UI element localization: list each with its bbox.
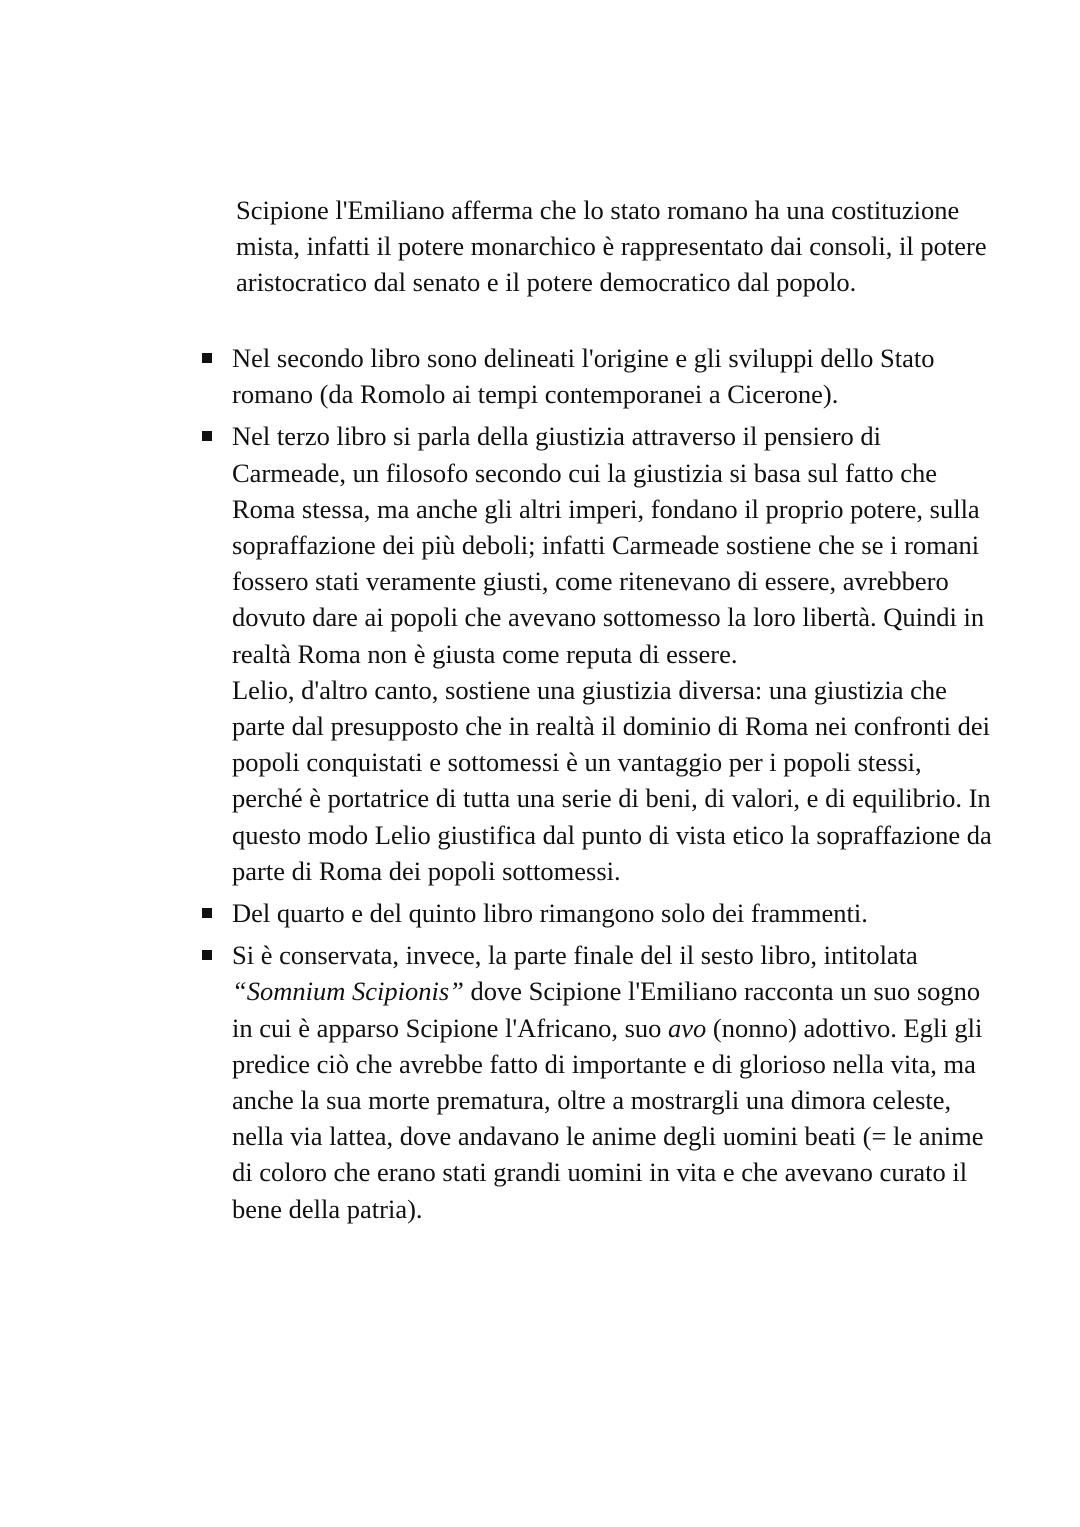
somnium-title: “Somnium Scipionis” — [232, 976, 464, 1007]
bullet-text: Nel secondo libro sono delineati l'origine e gli sviluppi dello Stato romano (da Romolo ai tempi contemporanei a Cicerone). — [232, 343, 935, 410]
bullet-text: Nel terzo libro si parla della giustizia attraverso il pensiero di Carmeade, un filosofo secondo cui la giustizia si basa sul fatto che Roma stessa, ma anche gli altri imperi, fondano il proprio potere, sulla sopraffazione dei più deboli; infatti Carmeade sostiene che se i romani fossero stati veramente giusti, come ritenevano di essere, avrebbero dovuto dare ai popoli che avevano sottomesso la loro libertà. Quindi in realtà Roma non è giusta come reputa di essere. — [232, 421, 985, 669]
bullet-continuation: Lelio, d'altro canto, sostiene una giustizia diversa: una giustizia che parte dal presupposto che in realtà il dominio di Roma nei confronti dei popoli conquistati e sottomessi è un vantaggio per i popoli stessi, perché è portatrice di tutta una serie di beni, di valori, e di equilibrio. In questo modo Lelio giustifica dal punto di vista etico la sopraffazione da parte di Roma dei popoli sottomessi. — [232, 674, 992, 886]
text-segment: dove Scipione l'Emiliano racconta un suo sogno in cui è apparso Scipione l'Africano, suo — [232, 976, 981, 1043]
square-bullet-icon — [202, 950, 212, 960]
bullet-item-third-book — [0, 418, 992, 889]
bullet-text — [232, 937, 992, 1227]
square-bullet-icon — [202, 431, 212, 441]
bullet-item-second-book — [0, 340, 992, 412]
square-bullet-icon — [202, 908, 212, 918]
avo-term: avo — [668, 1012, 707, 1043]
square-bullet-icon — [202, 353, 212, 363]
intro-paragraph: Scipione l'Emiliano afferma che lo stato romano ha una costituzione mista, infatti il potere monarchico è rappresentato dai consoli, il potere aristocratico dal senato e il potere democratico dal popolo. — [236, 195, 987, 298]
bullet-item-sixth-book — [0, 937, 992, 1227]
bullet-text: Del quarto e del quinto libro rimangono solo dei frammenti. — [232, 898, 868, 929]
bullet-item-fourth-fifth-book — [0, 895, 992, 931]
bullet-list — [0, 340, 1080, 1233]
text-segment: (nonno) adottivo. Egli gli predice ciò che avrebbe fatto di importante e di glorioso nella vita, ma anche la sua morte prematura, oltre a mostrargli una dimora celeste, nella via lattea, dove andavano le anime degli uomini beati (= le anime di coloro che erano stati grandi uomini in vita e che avevano curato il bene della patria). — [232, 1012, 984, 1224]
text-segment: Si è conservata, invece, la parte finale del il sesto libro, intitolata — [232, 940, 918, 971]
